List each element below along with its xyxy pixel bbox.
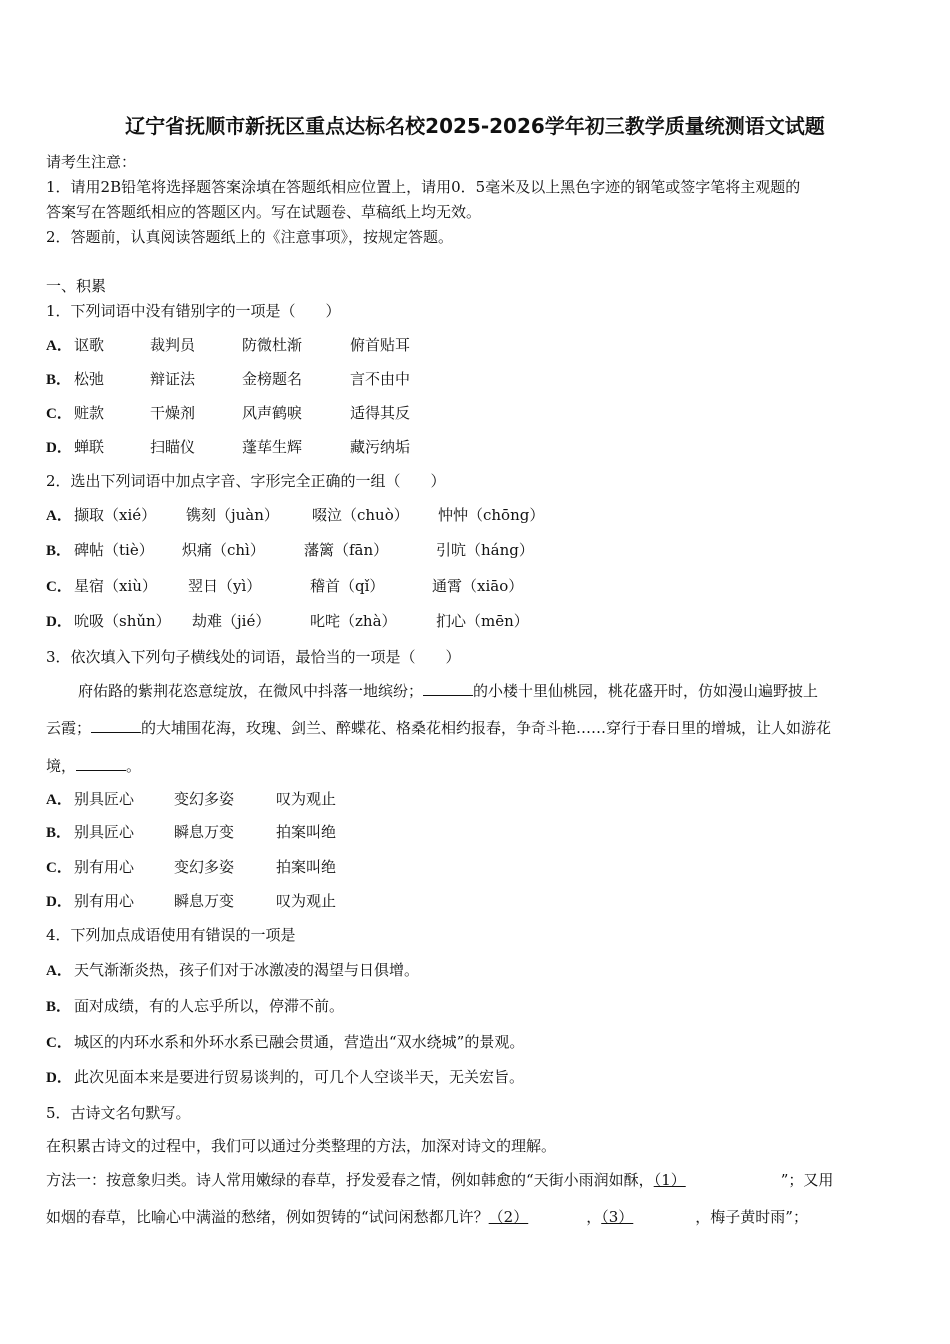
option-item: 言不由中	[350, 370, 411, 388]
option-item: 金榜题名	[242, 370, 303, 388]
q3-passage-line-1	[78, 680, 818, 701]
option-label: C．	[46, 406, 72, 422]
option-item: 炽痛（chì）	[182, 541, 265, 559]
answer-blank-1[interactable]	[654, 1171, 781, 1189]
question-1-stem: 1．下列词语中没有错别字的一项是（ ）	[46, 302, 341, 320]
option-item: 瞬息万变	[174, 823, 235, 841]
passage-text: 府佑路的紫荆花恣意绽放，在微风中抖落一地缤纷；	[78, 682, 424, 700]
option-item: 风声鹤唳	[242, 404, 303, 422]
q4-option-c[interactable]	[46, 1032, 524, 1053]
option-text: 面对成绩，有的人忘乎所以，停滞不前。	[74, 997, 345, 1015]
option-item: 蝉联	[74, 438, 105, 456]
question-4-stem: 4．下列加点成语使用有错误的一项是	[46, 926, 296, 944]
option-label: B．	[46, 372, 72, 388]
option-label: B．	[46, 825, 72, 841]
option-item: 忡忡（chōng）	[438, 506, 545, 524]
q5-method-1-line-1	[46, 1170, 833, 1190]
q4-option-a[interactable]	[46, 960, 419, 981]
option-item: 赃款	[74, 404, 105, 422]
option-item: 拍案叫绝	[276, 823, 337, 841]
question-3-stem: 3．依次填入下列句子横线处的词语，最恰当的一项是（ ）	[46, 648, 461, 666]
passage-text: 境，	[46, 757, 77, 775]
notice-line-3: 2．答题前，认真阅读答题纸上的《注意事项》，按规定答题。	[46, 228, 454, 246]
option-label: A．	[46, 508, 72, 524]
q5-intro: 在积累古诗文的过程中，我们可以通过分类整理的方法，加深对诗文的理解。	[46, 1137, 557, 1155]
option-text: 天气渐渐炎热，孩子们对于冰激凌的渴望与日俱增。	[74, 961, 420, 979]
notice-line-2: 答案写在答题纸相应的答题区内。写在试题卷、草稿纸上均无效。	[46, 203, 482, 221]
option-item: 俯首贴耳	[350, 336, 411, 354]
option-item: 辩证法	[150, 370, 196, 388]
option-label: D．	[46, 440, 72, 456]
option-item: 别具匠心	[74, 823, 135, 841]
option-label: A．	[46, 792, 72, 808]
q4-option-d[interactable]	[46, 1067, 524, 1088]
fill-blank	[91, 717, 141, 733]
q3-passage-line-3	[46, 755, 141, 776]
option-label: D．	[46, 894, 72, 910]
option-item: 劫难（jié）	[192, 612, 271, 630]
q3-option-b[interactable]	[46, 822, 337, 843]
option-item: 吮吸（shǔn）	[74, 612, 171, 630]
q2-option-b[interactable]	[46, 540, 534, 561]
question-5-stem: 5．古诗文名句默写。	[46, 1104, 191, 1122]
option-text: 此次见面本来是要进行贸易谈判的，可几个人空谈半天，无关宏旨。	[74, 1068, 525, 1086]
q3-option-d[interactable]	[46, 891, 337, 912]
blank-number: （2）	[488, 1208, 529, 1226]
option-item: 叱咤（zhà）	[310, 612, 397, 630]
option-text: 城区的内环水系和外环水系已融会贯通，营造出“双水绕城”的景观。	[74, 1033, 525, 1051]
option-item: 适得其反	[350, 404, 411, 422]
q5-method-1-line-2: 如烟的春草，比喻心中满溢的愁绪，例如贺铸的“试问闲愁都几许？（2） ，（3） ，梅子黄时雨”；	[46, 1208, 808, 1226]
option-item: 松弛	[74, 370, 105, 388]
option-item: 啜泣（chuò）	[312, 506, 409, 524]
option-label: B．	[46, 999, 72, 1015]
q1-option-a[interactable]	[46, 335, 411, 356]
option-item: 翌日（yì）	[188, 577, 262, 595]
option-item: 扪心（mēn）	[436, 612, 529, 630]
option-label: B．	[46, 543, 72, 559]
option-item: 拍案叫绝	[276, 858, 337, 876]
option-label: C．	[46, 860, 72, 876]
option-item: 蓬荜生辉	[242, 438, 303, 456]
option-item: 别具匠心	[74, 790, 135, 808]
blank-space	[528, 1207, 586, 1222]
option-item: 防微杜渐	[242, 336, 303, 354]
option-item: 撷取（xié）	[74, 506, 157, 524]
blank-space	[686, 1170, 781, 1185]
answer-blank-2[interactable]	[489, 1208, 587, 1226]
option-item: 镌刻（juàn）	[186, 506, 279, 524]
option-item: 藩篱（fān）	[304, 541, 389, 559]
method-text: 如烟的春草，比喻心中满溢的愁绪，例如贺铸的“试问闲愁都几许？	[46, 1208, 489, 1226]
option-label: C．	[46, 579, 72, 595]
option-label: D．	[46, 1070, 72, 1086]
method-text: 方法一：按意象归类。诗人常用嫩绿的春草，抒发爱春之情，例如韩愈的“天街小雨润如酥，	[46, 1171, 654, 1189]
passage-text: 的大埔围花海，玫瑰、剑兰、醉蝶花、格桑花相约报春，争奇斗艳……穿行于春日里的增城，让人如游花	[141, 719, 832, 737]
option-item: 别有用心	[74, 858, 135, 876]
passage-text: 的小楼十里仙桃园，桃花盛开时，仿如漫山遍野披上	[473, 682, 819, 700]
option-label: C．	[46, 1035, 72, 1051]
option-item: 讴歌	[74, 336, 105, 354]
answer-blank-3[interactable]	[601, 1208, 695, 1226]
passage-text: 云霞；	[46, 719, 92, 737]
option-item: 星宿（xiù）	[74, 577, 157, 595]
notice-line-1: 1．请用2B铅笔将选择题答案涂填在答题纸相应位置上，请用0．5毫米及以上黑色字迹的钢笔或签字笔将主观题的	[46, 178, 801, 196]
notice-heading: 请考生注意：	[46, 153, 137, 171]
option-item: 扫瞄仪	[150, 438, 196, 456]
question-2-stem: 2．选出下列词语中加点字音、字形完全正确的一组（ ）	[46, 472, 446, 490]
blank-space	[633, 1207, 695, 1222]
q3-option-c[interactable]	[46, 857, 337, 878]
method-text: ”；又用	[780, 1171, 834, 1189]
option-item: 变幻多姿	[174, 790, 235, 808]
q2-option-c[interactable]	[46, 576, 524, 597]
option-item: 瞬息万变	[174, 892, 235, 910]
option-item: 藏污纳垢	[350, 438, 411, 456]
q2-option-a[interactable]	[46, 505, 545, 526]
q2-option-d[interactable]	[46, 611, 529, 632]
option-label: D．	[46, 614, 72, 630]
option-item: 叹为观止	[276, 892, 337, 910]
option-item: 裁判员	[150, 336, 196, 354]
q3-option-a[interactable]	[46, 789, 337, 810]
option-item: 通霄（xiāo）	[432, 577, 524, 595]
method-text: ，梅子黄时雨”；	[695, 1208, 808, 1226]
option-item: 别有用心	[74, 892, 135, 910]
fill-blank	[423, 680, 473, 696]
option-item: 变幻多姿	[174, 858, 235, 876]
section-heading: 一、积累	[46, 277, 107, 295]
blank-number: （1）	[653, 1171, 686, 1189]
option-label: A．	[46, 338, 72, 354]
option-item: 叹为观止	[276, 790, 337, 808]
q1-option-b[interactable]	[46, 369, 411, 390]
q1-option-c[interactable]	[46, 403, 411, 424]
option-item: 碑帖（tiè）	[74, 541, 154, 559]
page-title: 辽宁省抚顺市新抚区重点达标名校2025-2026学年初三教学质量统测语文试题	[125, 114, 825, 138]
option-label: A．	[46, 963, 72, 979]
option-item: 稽首（qǐ）	[310, 577, 385, 595]
option-item: 引吭（háng）	[436, 541, 534, 559]
option-item: 干燥剂	[150, 404, 196, 422]
q1-option-d[interactable]	[46, 437, 411, 458]
q3-passage-line-2	[46, 717, 831, 738]
q4-option-b[interactable]	[46, 996, 344, 1017]
passage-text: 。	[126, 757, 142, 775]
blank-number: （3）	[601, 1208, 634, 1226]
fill-blank	[76, 755, 126, 771]
